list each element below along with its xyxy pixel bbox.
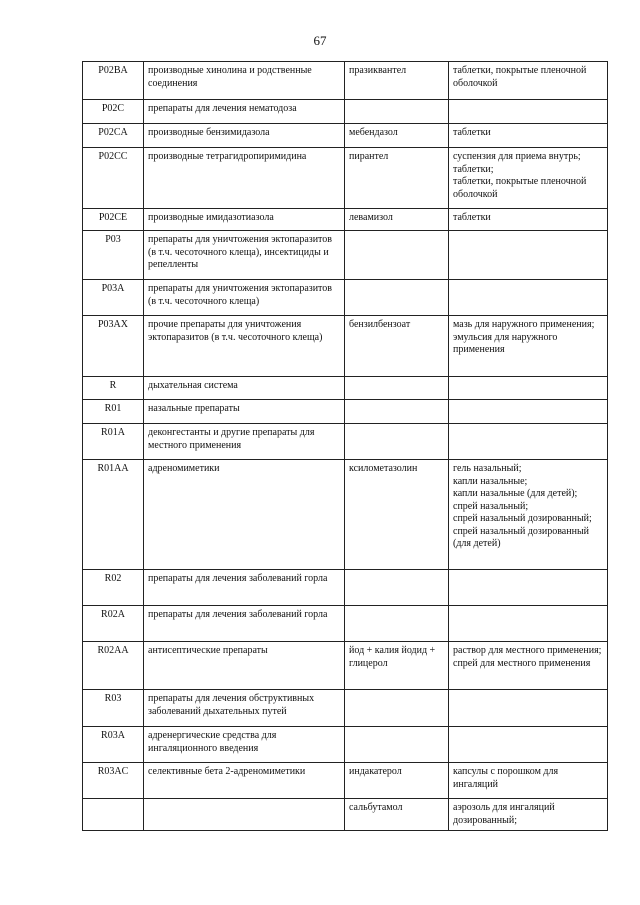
anatomic-group-cell: производные имидазотиазола xyxy=(144,209,345,231)
inn-name-cell: мебендазол xyxy=(345,124,449,148)
inn-name-cell xyxy=(345,100,449,124)
atc-code-cell: P02CA xyxy=(83,124,144,148)
inn-name-cell xyxy=(345,690,449,727)
table-body xyxy=(83,62,608,831)
atc-code-cell: P03A xyxy=(83,280,144,316)
inn-name-cell: индакатерол xyxy=(345,763,449,799)
dosage-form-cell: капсулы с порошком для ингаляций xyxy=(449,763,608,799)
dosage-form-cell xyxy=(449,231,608,280)
atc-code-cell: R01A xyxy=(83,424,144,460)
inn-name-cell xyxy=(345,377,449,400)
dosage-form-cell: раствор для местного применения; спрей для местного применения xyxy=(449,642,608,690)
dosage-form-cell: гель назальный; капли назальные; капли назальные (для детей); спрей назальный; спрей назальный дозированный; спрей назальный дозированный (для детей) xyxy=(449,460,608,570)
atc-code-cell xyxy=(83,799,144,831)
dosage-form-cell: таблетки xyxy=(449,209,608,231)
dosage-form-cell xyxy=(449,727,608,763)
table-row xyxy=(83,606,608,642)
dosage-form-cell xyxy=(449,690,608,727)
dosage-form-cell: таблетки, покрытые пленочной оболочкой xyxy=(449,62,608,100)
atc-code-cell: P02BA xyxy=(83,62,144,100)
table-row xyxy=(83,642,608,690)
anatomic-group-cell: антисептические препараты xyxy=(144,642,345,690)
anatomic-group-cell: назальные препараты xyxy=(144,400,345,424)
table-row xyxy=(83,690,608,727)
table-row xyxy=(83,209,608,231)
table-row xyxy=(83,460,608,570)
drug-table xyxy=(82,61,608,831)
inn-name-cell: йод + калия йодид + глицерол xyxy=(345,642,449,690)
table-row xyxy=(83,148,608,209)
dosage-form-cell: мазь для наружного применения; эмульсия для наружного применения xyxy=(449,316,608,377)
inn-name-cell: левамизол xyxy=(345,209,449,231)
inn-name-cell: бензилбензоат xyxy=(345,316,449,377)
table-row xyxy=(83,763,608,799)
inn-name-cell xyxy=(345,606,449,642)
table-row xyxy=(83,424,608,460)
atc-code-cell: P02CE xyxy=(83,209,144,231)
inn-name-cell: празиквантел xyxy=(345,62,449,100)
table-row xyxy=(83,799,608,831)
table-row xyxy=(83,280,608,316)
atc-code-cell: R02 xyxy=(83,570,144,606)
atc-code-cell: R03A xyxy=(83,727,144,763)
table-row xyxy=(83,124,608,148)
atc-code-cell: R01AA xyxy=(83,460,144,570)
inn-name-cell xyxy=(345,231,449,280)
inn-name-cell xyxy=(345,280,449,316)
anatomic-group-cell: препараты для лечения заболеваний горла xyxy=(144,606,345,642)
table-row xyxy=(83,570,608,606)
anatomic-group-cell: производные тетрагидропиримидина xyxy=(144,148,345,209)
atc-code-cell: R02A xyxy=(83,606,144,642)
inn-name-cell: пирантел xyxy=(345,148,449,209)
anatomic-group-cell: производные бензимидазола xyxy=(144,124,345,148)
inn-name-cell: сальбутамол xyxy=(345,799,449,831)
anatomic-group-cell: препараты для уничтожения эктопаразитов (в т.ч. чесоточного клеща) xyxy=(144,280,345,316)
table-row xyxy=(83,62,608,100)
anatomic-group-cell: деконгестанты и другие препараты для местного применения xyxy=(144,424,345,460)
inn-name-cell xyxy=(345,570,449,606)
table-row xyxy=(83,100,608,124)
dosage-form-cell xyxy=(449,606,608,642)
dosage-form-cell xyxy=(449,424,608,460)
table-row xyxy=(83,377,608,400)
anatomic-group-cell: дыхательная система xyxy=(144,377,345,400)
inn-name-cell xyxy=(345,727,449,763)
dosage-form-cell xyxy=(449,280,608,316)
anatomic-group-cell: препараты для лечения заболеваний горла xyxy=(144,570,345,606)
atc-code-cell: R03 xyxy=(83,690,144,727)
anatomic-group-cell: адреномиметики xyxy=(144,460,345,570)
inn-name-cell xyxy=(345,400,449,424)
atc-code-cell: P02CC xyxy=(83,148,144,209)
page-number: 67 xyxy=(313,33,327,48)
table-row xyxy=(83,316,608,377)
dosage-form-cell xyxy=(449,570,608,606)
anatomic-group-cell: препараты для лечения обструктивных заболеваний дыхательных путей xyxy=(144,690,345,727)
atc-code-cell: R01 xyxy=(83,400,144,424)
dosage-form-cell xyxy=(449,377,608,400)
anatomic-group-cell: прочие препараты для уничтожения эктопаразитов (в т.ч. чесоточного клеща) xyxy=(144,316,345,377)
anatomic-group-cell xyxy=(144,799,345,831)
dosage-form-cell xyxy=(449,400,608,424)
atc-code-cell: P03 xyxy=(83,231,144,280)
atc-code-cell: R03AC xyxy=(83,763,144,799)
anatomic-group-cell: адренергические средства для ингаляционного введения xyxy=(144,727,345,763)
atc-code-cell: P03AX xyxy=(83,316,144,377)
table-row xyxy=(83,727,608,763)
table-row xyxy=(83,231,608,280)
dosage-form-cell: суспензия для приема внутрь; таблетки; таблетки, покрытые пленочной оболочкой xyxy=(449,148,608,209)
table-row xyxy=(83,400,608,424)
dosage-form-cell xyxy=(449,100,608,124)
dosage-form-cell: аэрозоль для ингаляций дозированный; xyxy=(449,799,608,831)
dosage-form-cell: таблетки xyxy=(449,124,608,148)
atc-code-cell: R xyxy=(83,377,144,400)
inn-name-cell xyxy=(345,424,449,460)
atc-code-cell: P02C xyxy=(83,100,144,124)
inn-name-cell: ксилометазолин xyxy=(345,460,449,570)
anatomic-group-cell: препараты для уничтожения эктопаразитов (в т.ч. чесоточного клеща), инсектициды и репелленты xyxy=(144,231,345,280)
anatomic-group-cell: производные хинолина и родственные соединения xyxy=(144,62,345,100)
anatomic-group-cell: селективные бета 2-адреномиметики xyxy=(144,763,345,799)
anatomic-group-cell: препараты для лечения нематодоза xyxy=(144,100,345,124)
atc-code-cell: R02AA xyxy=(83,642,144,690)
